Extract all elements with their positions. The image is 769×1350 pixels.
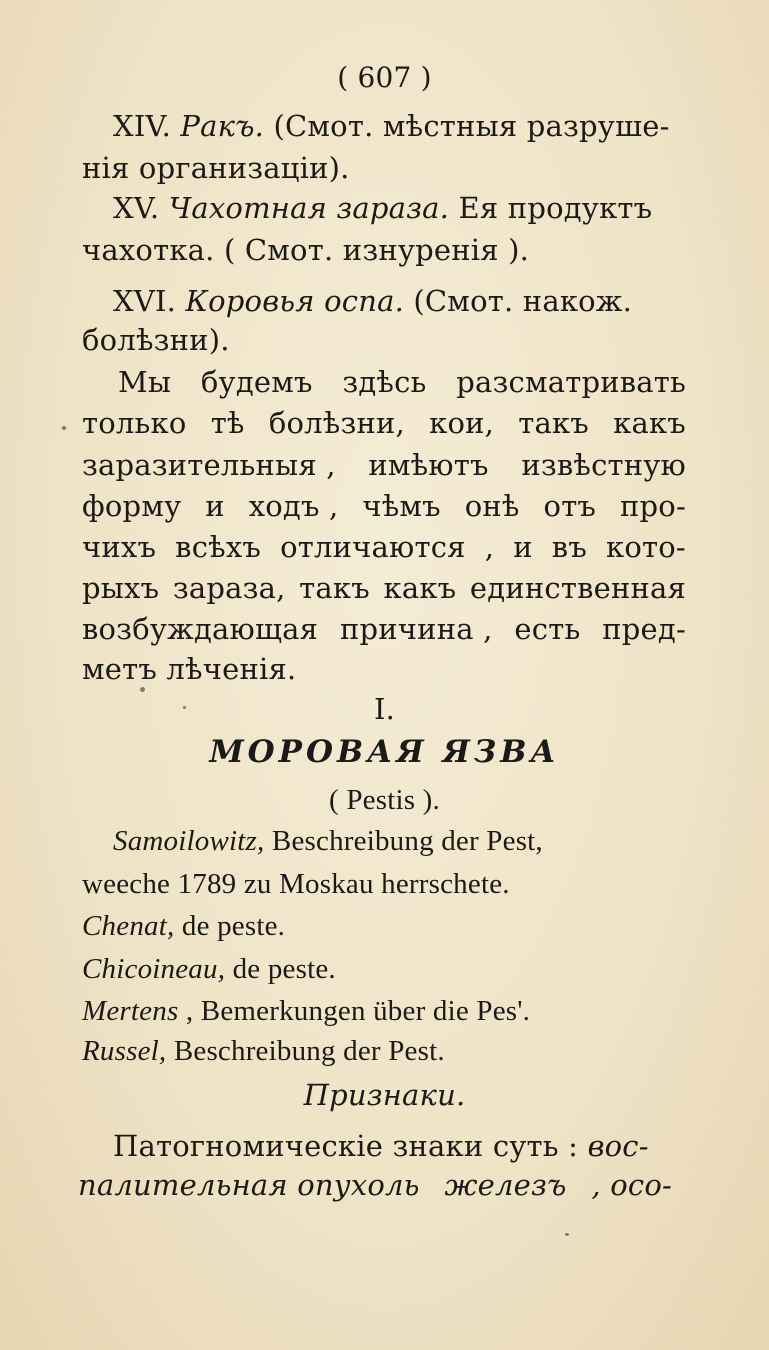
word: , [484,530,495,564]
cross-reference: (Смот. накож. [413,284,633,318]
word: ходъ , [248,489,339,523]
disease-name: Коровья оспа. [185,284,404,318]
reference-author: Samoilowitz, [113,825,265,857]
reference-title: Beschreibung der Pest. [173,1035,445,1067]
paragraph-line [82,570,686,606]
word: кото- [606,530,686,564]
word: кои, [429,406,495,440]
text-line: нія организаціи). [82,151,350,185]
page-number: ( 607 ) [337,61,432,94]
disease-name: Чахотная зараза. [168,191,450,225]
paragraph-line [82,488,686,524]
word: зараза, [172,571,286,605]
reference-title: Beschreibung der Pest, [271,825,543,857]
text-line: чахотка. ( Смот. изнуренія ). [82,233,530,267]
word: какъ [383,571,457,605]
cross-reference: (Смот. мѣстныя разруше- [273,109,670,143]
roman-numeral: XIV. [113,109,171,143]
word: Мы [118,365,172,399]
word: болѣзни, [268,406,405,440]
ink-speck [62,426,66,430]
word: чихъ [82,530,157,564]
text-run-italic: , осо- [591,1168,672,1202]
word: разсматривать [456,365,686,399]
ink-speck [183,706,186,709]
reference-author: Mertens [82,995,179,1027]
text-line: болѣзни). [82,323,230,357]
word: имѣютъ [368,448,489,482]
reference-title: de peste. [181,910,286,942]
word: тѣ [210,406,245,440]
word: заразительныя , [82,448,336,482]
reference-line [113,823,543,859]
word: въ [551,530,587,564]
cross-reference: Ея продуктъ [458,191,653,225]
text-run: Патогномическіе знаки суть : [113,1129,579,1163]
reference-author: Chenat, [82,910,175,942]
word: онѣ [464,489,520,523]
roman-numeral: XVI. [113,284,177,318]
paragraph-line [82,611,686,647]
reference-title: , Bemerkungen über die Pes'. [185,995,531,1027]
ink-speck [565,1233,569,1236]
word: возбуждающая [82,612,319,646]
text-run-italic: железъ [444,1168,567,1202]
paragraph-line [82,447,686,483]
subheading: Признаки. [303,1078,466,1112]
word: причина , [339,612,493,646]
text-run-italic: вос- [587,1129,649,1163]
reference-title: de peste. [232,953,336,985]
word: форму [82,489,182,523]
word: отличаются [280,530,466,564]
reference-line [82,993,530,1029]
word: такъ [518,406,589,440]
text-line [78,1167,672,1203]
list-item-xiv [113,108,670,144]
paragraph-line [82,405,686,441]
word: здѣсь [342,365,427,399]
word: пред- [602,612,686,646]
section-title: МОРОВАЯ ЯЗВА [209,734,560,770]
word: рыхъ [82,571,160,605]
ink-speck [140,687,145,692]
word: и [513,530,533,564]
list-item-xvi [113,283,632,319]
word: всѣхъ [175,530,262,564]
paragraph-line [118,364,686,400]
word: есть [514,612,581,646]
paragraph-line: метъ лѣченія. [82,652,297,686]
roman-numeral: XV. [113,191,160,225]
word: только [82,406,187,440]
paragraph-line [82,529,686,565]
word: отъ [543,489,597,523]
section-number: I. [373,692,396,726]
reference-line [82,908,285,944]
reference-author: Russel, [82,1035,167,1067]
reference-line: weeche 1789 zu Moskau herrschete. [82,868,510,900]
reference-author: Chicoineau, [82,953,226,985]
word: про- [620,489,686,523]
word: извѣстную [521,448,686,482]
word: и [205,489,225,523]
word: будемъ [200,365,313,399]
section-latin-name: ( Pestis ). [329,784,440,816]
text-line [113,1128,649,1164]
reference-line [82,1033,445,1069]
list-item-xv [113,190,652,226]
text-run-italic: палительная опухоль [78,1168,420,1202]
word: единственная [469,571,686,605]
reference-line [82,951,336,987]
word: такъ [299,571,370,605]
word: чѣмъ [362,489,441,523]
disease-name: Ракъ. [180,109,265,143]
word: какъ [613,406,686,440]
